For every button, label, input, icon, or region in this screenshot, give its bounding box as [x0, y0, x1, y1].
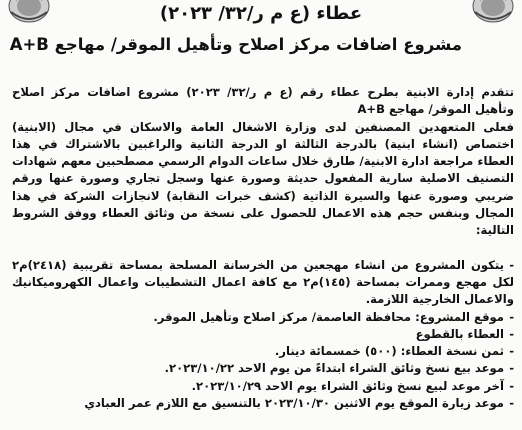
- conditions-list: [12, 257, 514, 413]
- condition-text: ثمن نسخة العطاء: (٥٠٠) خمسمائة دينار.: [274, 344, 504, 359]
- condition-text: موقع المشروع: محافظة العاصمة/ مركز اصلاح وتأهيل الموقر.: [153, 309, 504, 324]
- bullet-dash: -: [509, 309, 514, 324]
- condition-item: [12, 343, 514, 360]
- bullet-dash: -: [509, 361, 514, 376]
- project-title: مشروع اضافات مركز اصلاح وتأهيل الموقر/ مهاجع A+B: [9, 35, 462, 54]
- eligibility-paragraph: فعلى المتعهدين المصنفين لدى وزارة الاشغال العامة والاسكان في مجال (الابنية) اختصاص (انشاء ابنية) بالدرجة الثالثة او الدرجة الثانية والراغبين بالاشتراك في هذا العطاء مراجعة ادارة الابنية/ طارق خلال ساعات الدوام الرسمي مصطحبين معهم شهادات التصنيف الاصلية سارية المفعول حديثة وصورة عنها وسجل تجاري وصورة عنها ورقم ضريبي وصورة عنها والسيرة الذاتية (كشف خبرات النقابة) لانجازات الشركة في هذا المجال وبنفس حجم هذه الاعمال للحصول على نسخة من وثائق العطاء ووفق الشروط التالية:: [12, 119, 514, 238]
- bullet-dash: -: [509, 396, 514, 411]
- condition-text: العطاء بالقطوع: [415, 326, 504, 341]
- condition-text: موعد بيع نسخ وثائق الشراء ابتداءً من يوم الاحد ٢٠٢٣/١٠/٢٢.: [164, 361, 504, 376]
- bullet-dash: -: [509, 344, 514, 359]
- bullet-dash: -: [509, 378, 514, 393]
- bullet-dash: -: [509, 326, 514, 341]
- condition-text: موعد زيارة الموقع يوم الاثنين ٢٠٢٣/١٠/٣٠ بالتنسيق مع اللازم عمر العبادي: [84, 396, 504, 411]
- condition-text: آخر موعد لبيع نسخ وثائق الشراء يوم الاحد ٢٠٢٣/١٠/٢٩.: [191, 378, 504, 393]
- tender-title: عطاء (ع م ر/٣٢/ ٢٠٢٣): [159, 3, 363, 24]
- paragraph-spacer: [12, 240, 514, 257]
- condition-item: [12, 309, 514, 326]
- emblem-icon: [6, 0, 52, 24]
- condition-text: يتكون المشروع من انشاء مهجعين من الخرسانة المسلحة بمساحة تقريبية (٢٤١٨)م٢ لكل مهجع وممرات بمساحة (١٤٥)م٢ مع كافة اعمال التشطيبات واعمال الكهروميكانيك والاعمال الخارجية اللازمة.: [12, 257, 514, 307]
- condition-item: [12, 360, 514, 377]
- condition-item: [12, 378, 514, 395]
- announcement-header: [9, 0, 462, 57]
- bullet-dash: -: [509, 257, 514, 272]
- condition-item: [12, 395, 514, 412]
- condition-item: [12, 326, 514, 343]
- emblem-icon: [470, 0, 516, 24]
- intro-paragraph: تتقدم إدارة الابنية بطرح عطاء رقم (ع م ر/٣٢/ ٢٠٢٣) مشروع اضافات مركز اصلاح وتأهيل الموقر/ مهاجع A+B: [12, 85, 514, 117]
- condition-item: [12, 257, 514, 309]
- announcement-body: [12, 84, 514, 412]
